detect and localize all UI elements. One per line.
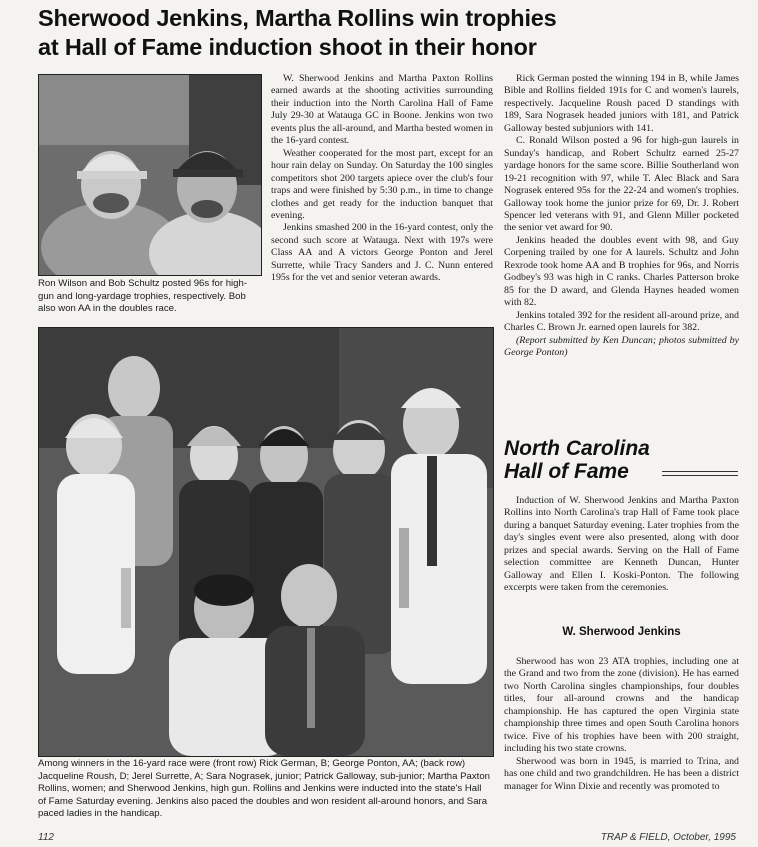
section-title-hall-of-fame	[504, 437, 739, 483]
photo-wilson-schultz-image	[39, 75, 261, 275]
paragraph: Induction of W. Sherwood Jenkins and Martha Paxton Rollins into North Carolina's trap Hall of Fame took place during a banquet Saturday evening. Later trophies from the day's singles event were also presented, along with door prizes and special awards. Serving on the Hall of Fame selection committee are Kenneth Duncan, Hunter Galloway and Ellen I. Koski-Ponton. The following excerpts were taken from the ceremonies.	[504, 495, 739, 594]
section-title-line-1: North Carolina	[504, 437, 650, 460]
paragraph: W. Sherwood Jenkins and Martha Paxton Rollins earned awards at the shooting activities surrounding their induction into the North Carolina Hall of Fame July 29-30 at Watauga GC in Boone. Jenkins won two events plus the all-around, and Martha bested women in the 16-yard contest.	[271, 73, 493, 147]
article-column-2	[271, 73, 493, 285]
paragraph: Sherwood has won 23 ATA trophies, including one at the Grand and two from the zone (division). He has earned two North Carolina singles championships, four doubles titles, four all-around crowns and the handicap championship. He has captured the open Virginia state championship three times and open South Carolina honors twice. Five of his trophies have been with 200 straight, including his two state crowns.	[504, 656, 739, 755]
headline-line-1: Sherwood Jenkins, Martha Rollins win trophies	[38, 5, 557, 31]
photo-group-winners	[38, 327, 494, 757]
page-number: 112	[38, 832, 54, 843]
photo-group-winners-image	[39, 328, 493, 756]
section-rule	[662, 475, 738, 476]
photo-credit: (Report submitted by Ken Duncan; photos submitted by George Ponton)	[504, 334, 739, 358]
paragraph: Weather cooperated for the most part, except for an hour rain delay on Sunday. On Saturday the 100 singles competitors shot 200 targets apiece over the club's four traps and were finished by 5:30 p.m., in time to change clothes and get ready for the induction banquet that evening.	[271, 147, 493, 221]
article-column-3	[504, 73, 739, 359]
headline-line-2: at Hall of Fame induction shoot in their honor	[38, 34, 537, 60]
paragraph: Jenkins headed the doubles event with 98, and Guy Corpening trailed by one for A laurels. Schultz and John Rexrode took home AA and B trophies for 96s, and Norris Godbey's 93 was high in C ranks. Charles Patterson broke 85 for the D award, and Glenda Haynes headed women with 82.	[504, 234, 739, 309]
hall-of-fame-intro	[504, 495, 739, 595]
paragraph: Jenkins totaled 392 for the resident all-around prize, and Charles C. Brown Jr. earned open laurels for 382.	[504, 309, 739, 334]
publication-footer: TRAP & FIELD, October, 1995	[600, 832, 736, 843]
photo-wilson-schultz	[38, 74, 262, 276]
paragraph: Sherwood was born in 1945, is married to Trina, and has one child and two grandchildren. He has been a district manager for Winn Dixie and recently was promoted to	[504, 755, 739, 792]
section-rule	[662, 471, 738, 472]
hall-of-fame-bio	[504, 656, 739, 793]
photo-group-winners-caption: Among winners in the 16-yard race were (front row) Rick German, B; George Ponton, AA; (back row) Jacqueline Roush, D; Jerel Surrette, A; Sara Nograsek, junior; Patrick Galloway, sub-junior; Martha Paxton Rollins, women; and Sherwood Jenkins, high gun. Rollins and Jenkins were inducted into the state's Hall of Fame Saturday evening. Jenkins also paced the doubles and won resident all-around honors, and Sara paced ladies in the handicap.	[38, 758, 491, 820]
paragraph: Rick German posted the winning 194 in B, while James Bible and Rollins fielded 191s for C and women's laurels, respectively. Jacqueline Roush paced D standings with 189, Sara Nograsek headed juniors with 181, and Patrick Galloway bested subjuniors with 141.	[504, 73, 739, 134]
paragraph: Jenkins smashed 200 in the 16-yard contest, only the second such score at Watauga. Next with 197s were Class AA and A victors George Ponton and Jerel Surrette, while Tracy Sanders and J. C. Nunn entered 195s for the vet and senior veteran awards.	[271, 222, 493, 284]
article-headline	[38, 4, 738, 62]
subhead-sherwood-jenkins: W. Sherwood Jenkins	[562, 626, 681, 638]
section-title-line-2: Hall of Fame	[504, 460, 629, 483]
photo-wilson-schultz-caption: Ron Wilson and Bob Schultz posted 96s for high-gun and long-yardage trophies, respectively. Bob also won AA in the doubles race.	[38, 278, 248, 315]
paragraph: C. Ronald Wilson posted a 96 for high-gun laurels in Sunday's handicap, and Robert Schultz earned 25-27 yardage honors for the same score. Billie Southerland won 19-21 recognition with 97, while T. Alec Black and Sara Nograsek entered 95s for the 22-24 and women's trophies. Galloway took home the junior prize for 69, Dr. J. Robert Spencer led veterans with 91, and Glenn Miller pocketed the senior vet award for 90.	[504, 135, 739, 234]
